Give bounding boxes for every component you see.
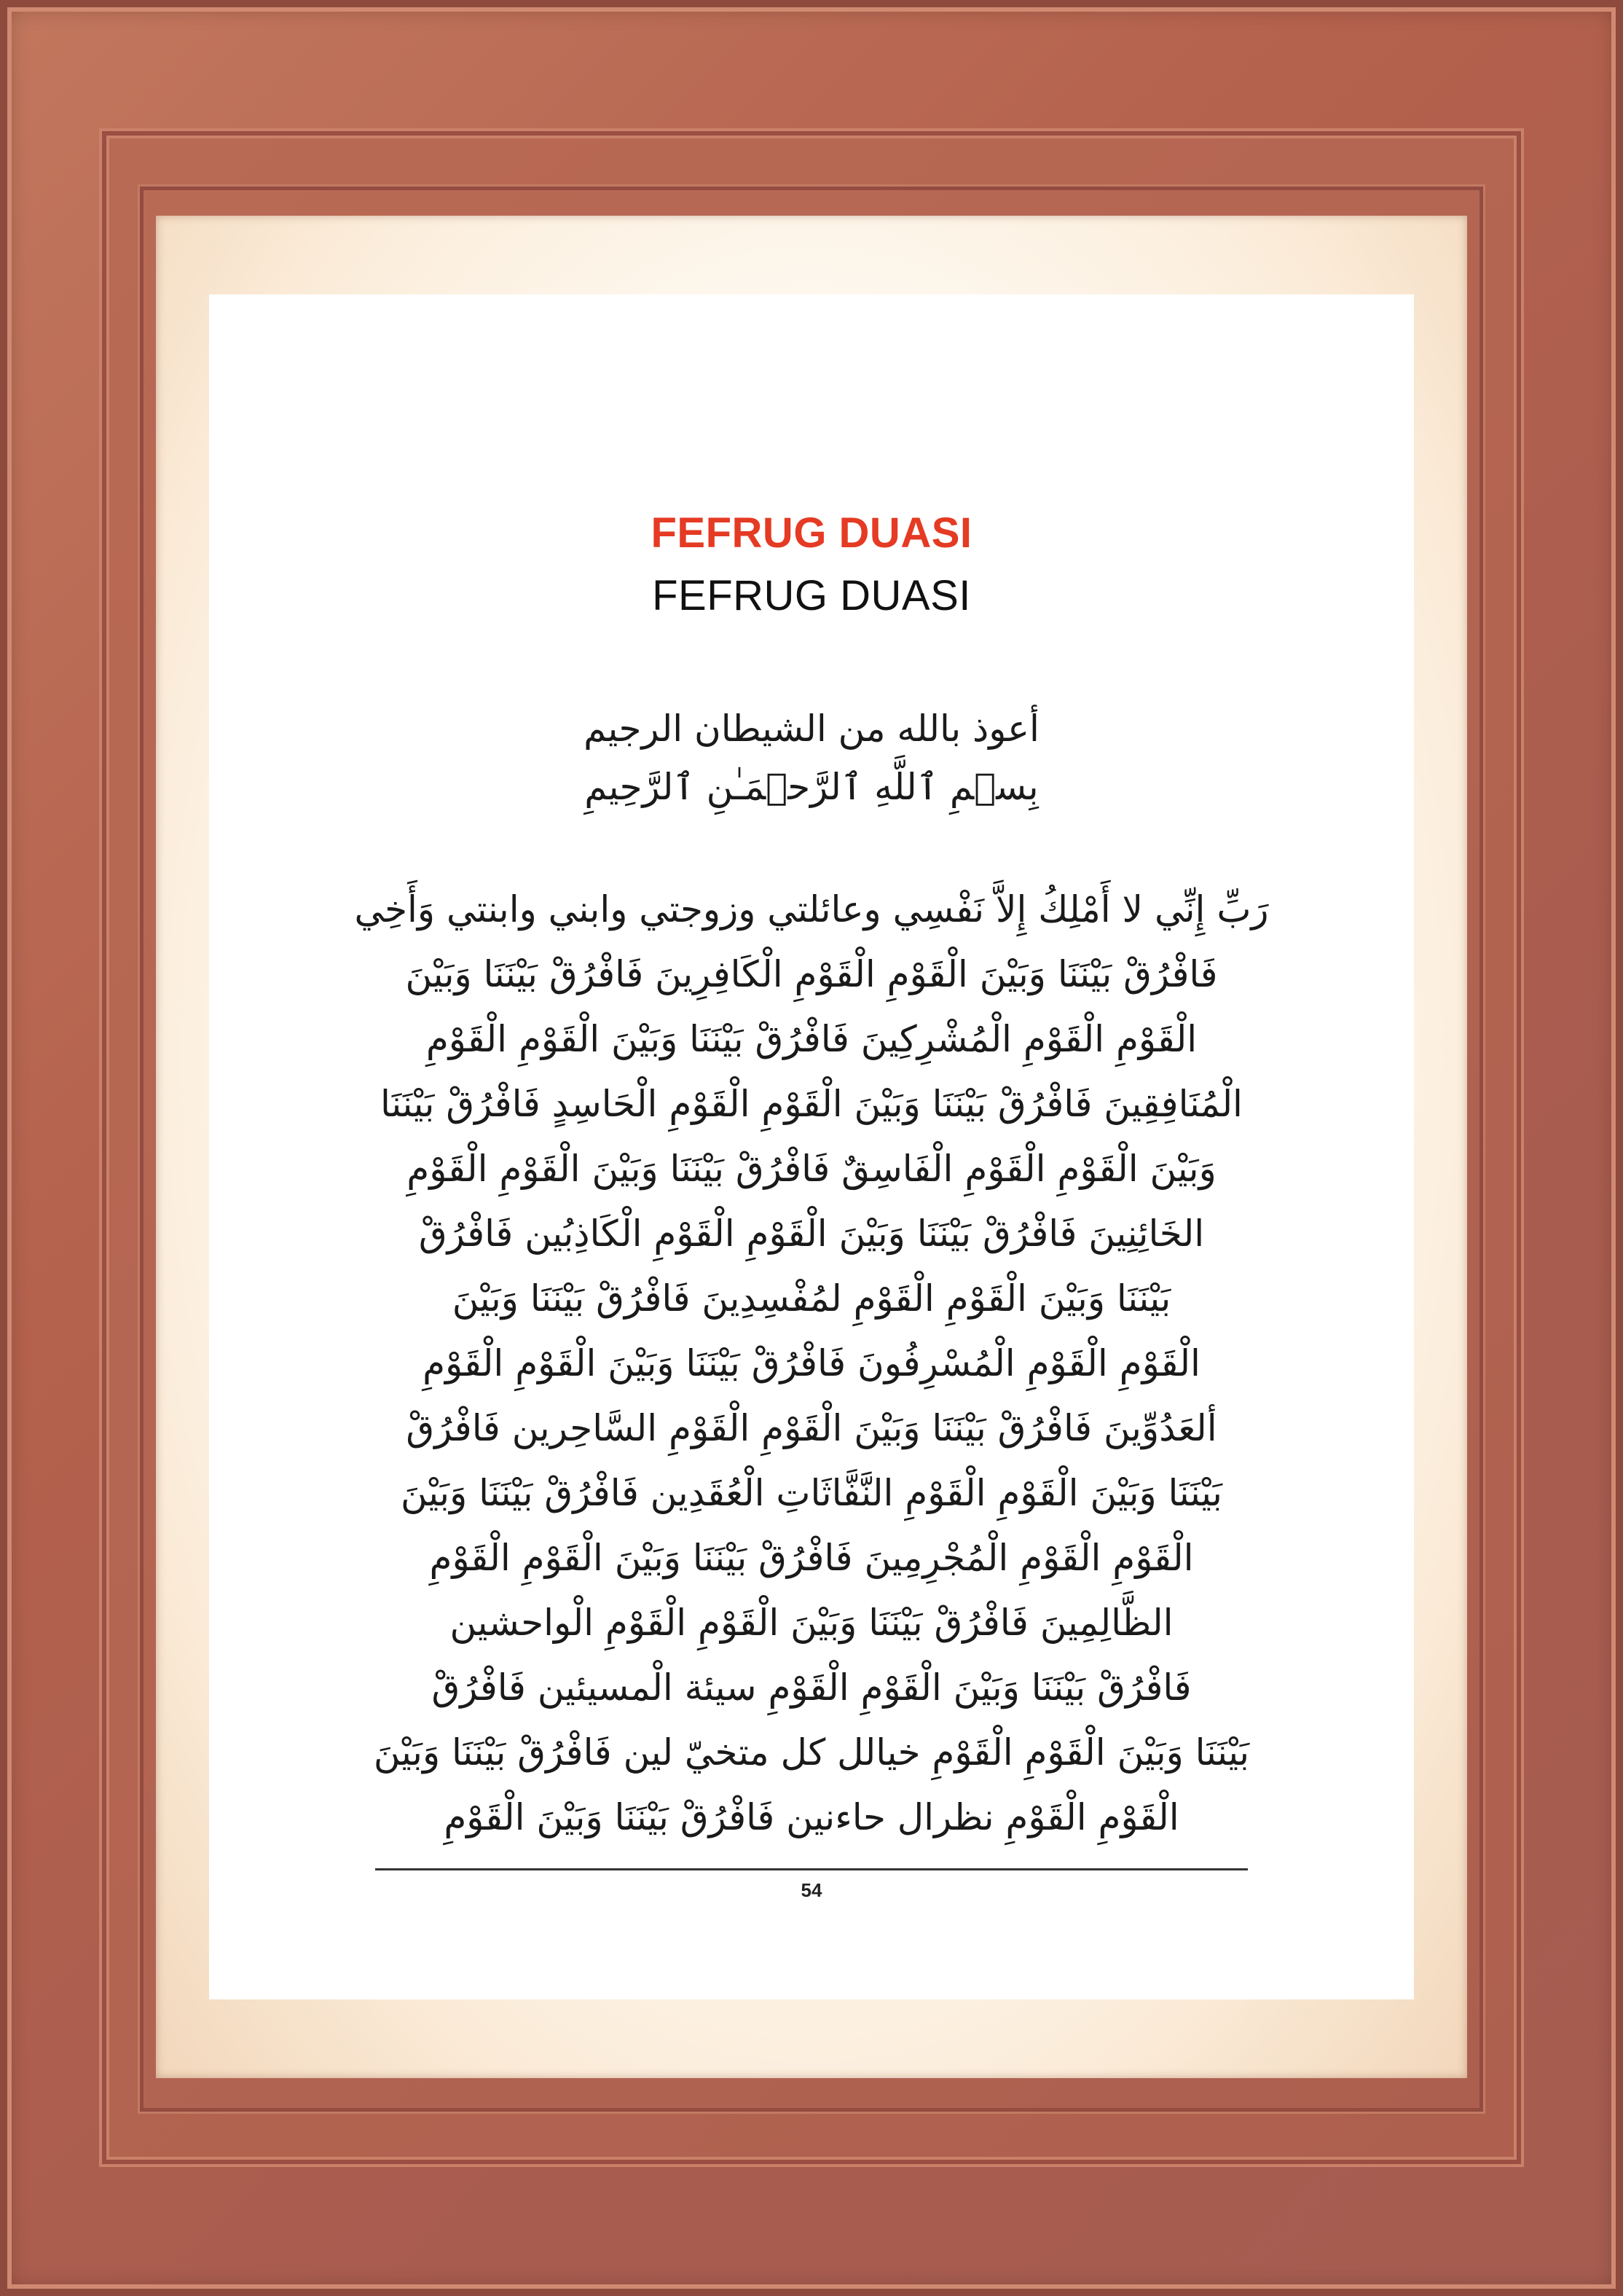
opening-line-taawwudh: أعوذ بالله من الشيطان الرجيم — [583, 708, 1040, 750]
page-subtitle: FEFRUG DUASI — [652, 572, 971, 619]
opening-line-basmala: بِسۡمِ ٱللَّهِ ٱلرَّحۡمَـٰنِ ٱلرَّحِيمِ — [584, 766, 1039, 808]
document-page — [209, 294, 1414, 1999]
prayer-line: وَبَيْنَ الْقَوْمِ الْقَوْمِ الْفَاسِقٌ فَافْرُقْ بَيْنَنَا وَبَيْنَ الْقَوْمِ الْقَوْمِ — [406, 1148, 1217, 1190]
prayer-line: فَافْرُقْ بَيْنَنَا وَبَيْنَ الْقَوْمِ الْقَوْمِ الْكَافِرِينَ فَافْرُقْ بَيْنَنَا وَبَيْنَ — [405, 953, 1218, 995]
prayer-line: بَيْنَنَا وَبَيْنَ الْقَوْمِ الْقَوْمِ لمُفْسِدِينَ فَافْرُقْ بَيْنَنَا وَبَيْنَ — [452, 1277, 1171, 1320]
prayer-body — [340, 877, 1283, 1850]
prayer-line: ألعَدُوِّينَ فَافْرُقْ بَيْنَنَا وَبَيْنَ الْقَوْمِ الْقَوْمِ السَّاحِرين فَافْرُقْ — [406, 1407, 1217, 1449]
page-title: FEFRUG DUASI — [651, 509, 972, 557]
prayer-line: بَيْنَنَا وَبَيْنَ الْقَوْمِ الْقَوْمِ النَّفَّاثَاتِ الْعُقَدِين فَافْرُقْ بَيْنَنَا وَبَيْنَ — [401, 1472, 1222, 1514]
prayer-line: الْقَوْمِ الْقَوْمِ نظرال حاءنين فَافْرُقْ بَيْنَنَا وَبَيْنَ الْقَوْمِ — [444, 1796, 1179, 1838]
prayer-line: فَافْرُقْ بَيْنَنَا وَبَيْنَ الْقَوْمِ الْقَوْمِ سيئة الْمسيئين فَافْرُقْ — [431, 1666, 1192, 1709]
prayer-line: الْقَوْمِ الْقَوْمِ الْمُجْرِمِينَ فَافْرُقْ بَيْنَنَا وَبَيْنَ الْقَوْمِ الْقَوْمِ — [429, 1537, 1194, 1579]
page-number: 54 — [801, 1879, 822, 1901]
prayer-line: بَيْنَنَا وَبَيْنَ الْقَوْمِ الْقَوْمِ خيالل كل متخيّ لين فَافْرُقْ بَيْنَنَا وَبَيْنَ — [373, 1731, 1250, 1774]
prayer-line: الظَّالِمِينَ فَافْرُقْ بَيْنَنَا وَبَيْنَ الْقَوْمِ الْقَوْمِ الْواحشين — [449, 1602, 1174, 1644]
prayer-line: الْقَوْمِ الْقَوْمِ الْمُسْرِفُونَ فَافْرُقْ بَيْنَنَا وَبَيْنَ الْقَوْمِ الْقَوْمِ — [423, 1342, 1200, 1384]
prayer-line: الخَائِنِينَ فَافْرُقْ بَيْنَنَا وَبَيْنَ الْقَوْمِ الْقَوْمِ الْكَاذِبُين فَافْرُقْ — [418, 1212, 1205, 1255]
prayer-line: الْمُنَافِقِينَ فَافْرُقْ بَيْنَنَا وَبَيْنَ الْقَوْمِ الْقَوْمِ الْحَاسِدٍ فَافْرُقْ بَيْنَنَا — [380, 1083, 1243, 1125]
footer-divider — [375, 1868, 1248, 1870]
prayer-line: الْقَوْمِ الْقَوْمِ الْمُشْرِكِينَ فَافْرُقْ بَيْنَنَا وَبَيْنَ الْقَوْمِ الْقَوْمِ — [425, 1018, 1198, 1060]
prayer-line: رَبِّ إِنِّي لا أَمْلِكُ إِلاَّ نَفْسِي وعائلتي وزوجتي وابني وابنتي وَأَخِي — [354, 888, 1269, 930]
